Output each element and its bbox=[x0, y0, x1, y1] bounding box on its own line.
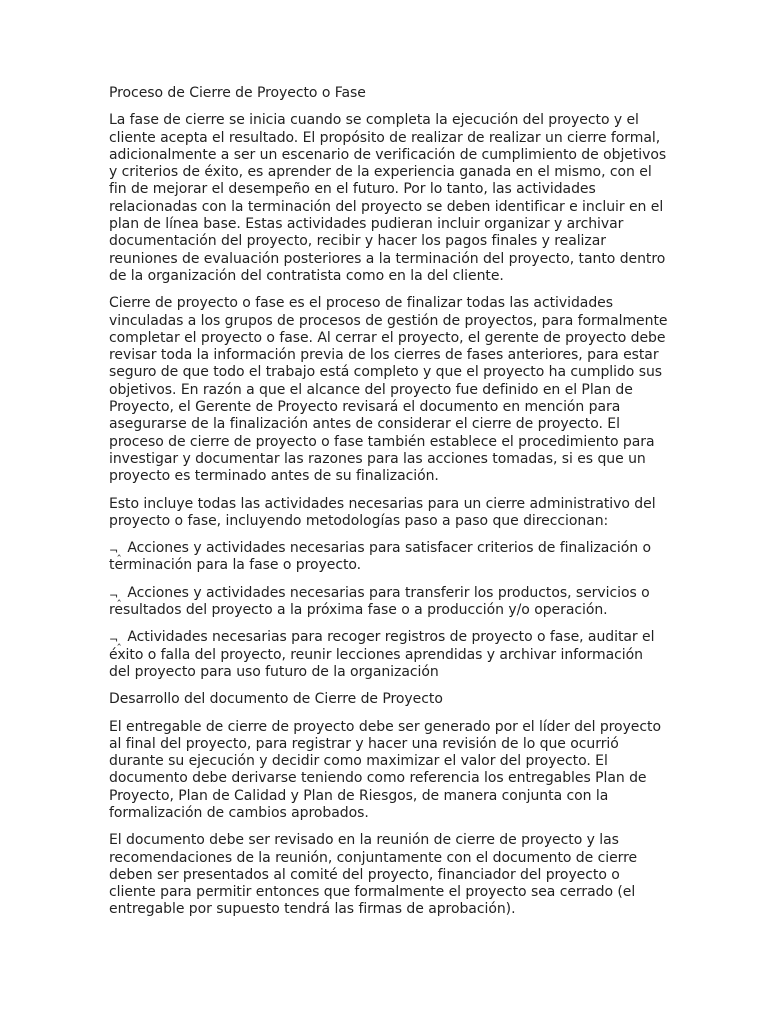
bullet-item bbox=[109, 540, 668, 575]
bullet-icon: ¬‸ bbox=[109, 544, 120, 558]
paragraph-closure-process: Cierre de proyecto o fase es el proceso de finalizar todas las actividades vinculadas a los grupos de procesos de gestión de proyectos, para formalmente completar el proyecto o fase. Al cerrar el proyecto, el gerente de proyecto debe revisar toda la información previa de los cierres de fases anteriores, para estar seguro de que todo el trabajo está completo y que el proyecto ha cumplido sus objetivos. En razón a que el alcance del proyecto fue definido en el Plan de Proyecto, el Gerente de Proyecto revisará el documento en mención para asegurarse de la finalización antes de considerar el cierre de proyecto. El proceso de cierre de proyecto o fase también establece el procedimiento para investigar y documentar las razones para las acciones tomadas, si es que un proyecto es terminado antes de su finalización. bbox=[109, 295, 668, 485]
paragraph-intro: La fase de cierre se inicia cuando se completa la ejecución del proyecto y el cliente acepta el resultado. El propósito de realizar de realizar un cierre formal, adicionalmente a ser un escenario de verificación de cumplimiento de objetivos y criterios de éxito, es aprender de la experiencia ganada en el mismo, con el fin de mejorar el desempeño en el futuro. Por lo tanto, las actividades relacionadas con la terminación del proyecto se deben identificar e incluir en el plan de línea base. Estas actividades pudieran incluir organizar y archivar documentación del proyecto, recibir y hacer los pagos finales y realizar reuniones de evaluación posteriores a la terminación del proyecto, tanto dentro de la organización del contratista como en la del cliente. bbox=[109, 112, 667, 284]
section-title: Desarrollo del documento de Cierre de Proyecto bbox=[109, 691, 443, 708]
bullet-icon: ¬‸ bbox=[109, 588, 120, 602]
bullet-text: Actividades necesarias para recoger registros de proyecto o fase, auditar el éxito o falla del proyecto, reunir lecciones aprendidas y archivar información del proyecto para uso futuro de la organización bbox=[109, 629, 655, 680]
bullet-icon: ¬‸ bbox=[109, 633, 120, 647]
paragraph-deliverable: El entregable de cierre de proyecto debe ser generado por el líder del proyecto al final del proyecto, para registrar y hacer una revisión de lo que ocurrió durante su ejecución y decidir como maximizar el valor del proyecto. El documento debe derivarse teniendo como referencia los entregables Plan de Proyecto, Plan de Calidad y Plan de Riesgos, de manera conjunta con la formalización de cambios aprobados. bbox=[109, 718, 661, 821]
bullet-text: Acciones y actividades necesarias para satisfacer criterios de finalización o terminación para la fase o proyecto. bbox=[109, 540, 652, 574]
paragraph-review: El documento debe ser revisado en la reunión de cierre de proyecto y las recomendaciones de la reunión, conjuntamente con el documento de cierre deben ser presentados al comité del proyecto, financiador del proyecto o cliente para permitir entonces que formalmente el proyecto sea cerrado (el entregable por supuesto tendrá las firmas de aprobación). bbox=[109, 832, 638, 918]
bullet-item bbox=[109, 585, 668, 620]
bullet-text: Acciones y actividades necesarias para transferir los productos, servicios o resultados del proyecto a la próxima fase o a producción y/o operación. bbox=[109, 584, 650, 619]
bullet-item bbox=[109, 629, 668, 681]
paragraph-includes: Esto incluye todas las actividades necesarias para un cierre administrativo del proyecto o fase, incluyendo metodologías paso a paso que direccionan: bbox=[109, 495, 656, 529]
document-title: Proceso de Cierre de Proyecto o Fase bbox=[109, 85, 366, 101]
